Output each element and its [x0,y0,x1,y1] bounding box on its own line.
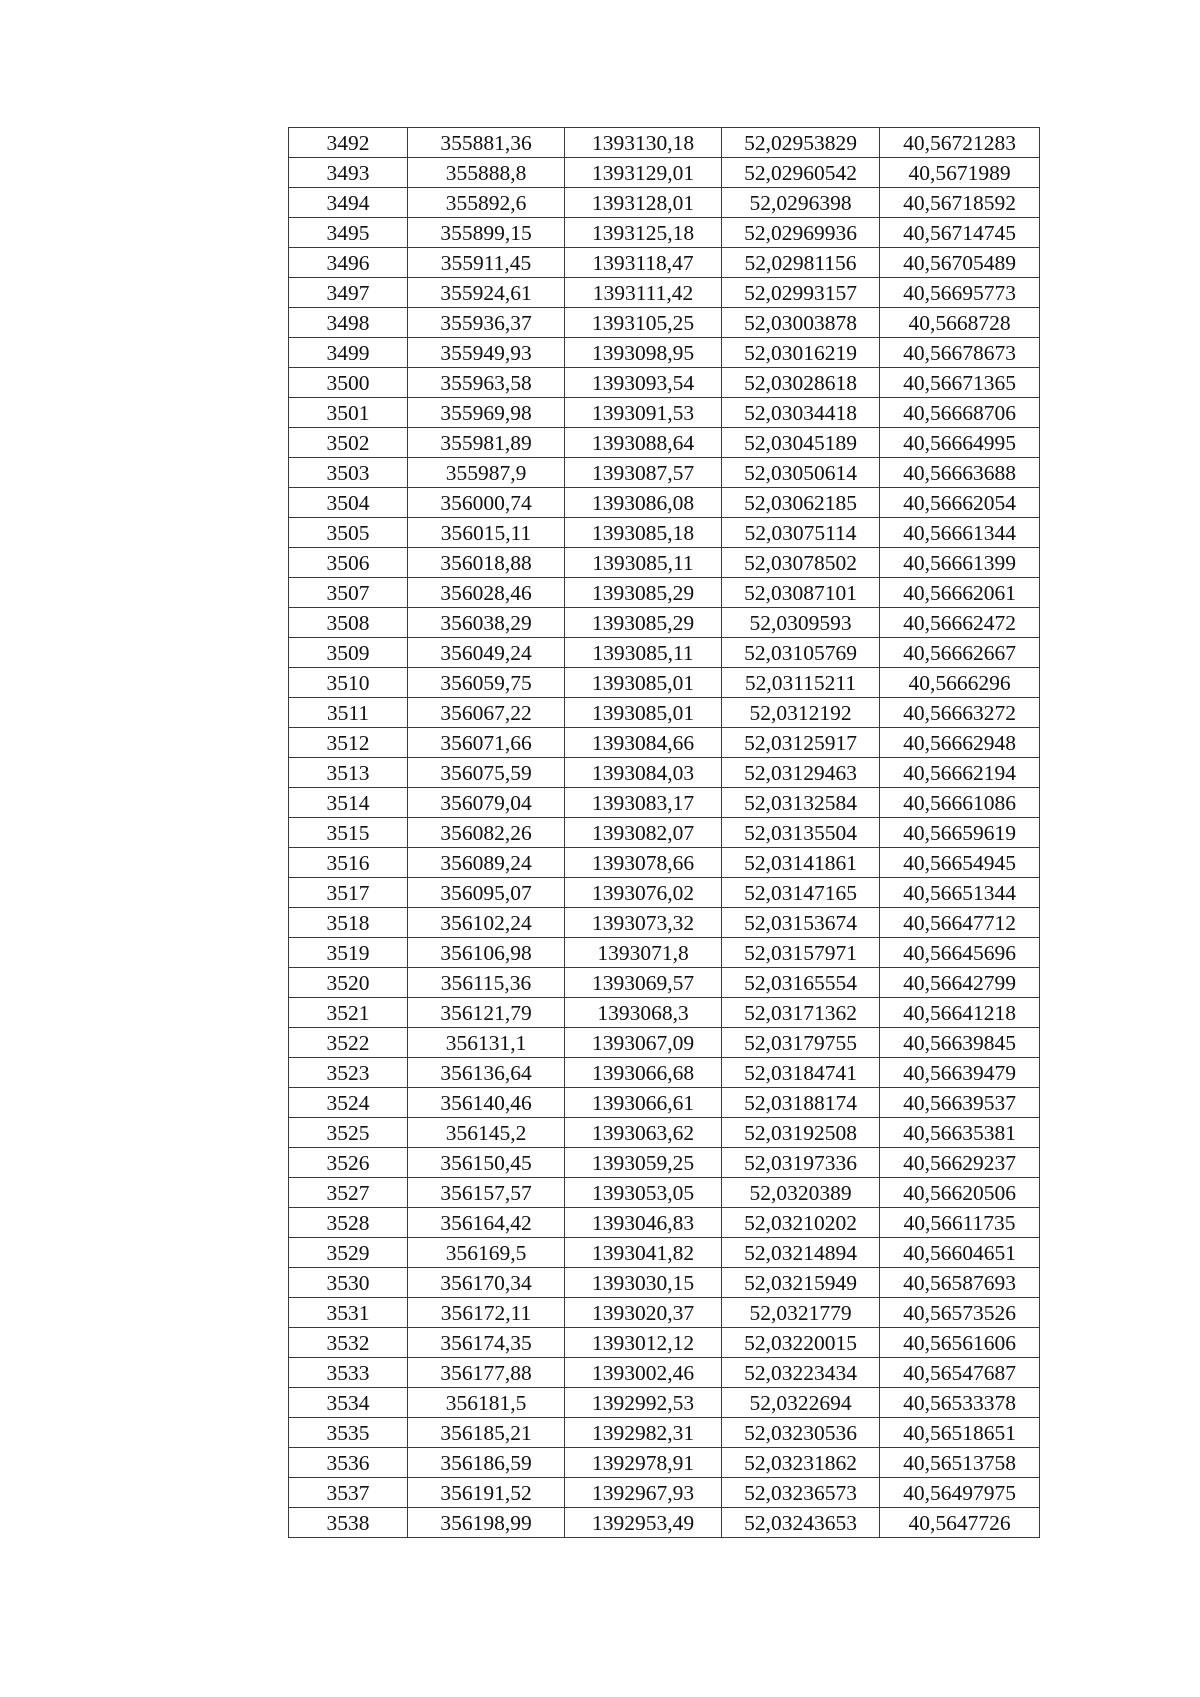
y-coordinate-cell: 1393130,18 [565,128,722,158]
point-number-cell: 3522 [289,1028,408,1058]
y-coordinate-cell: 1392978,91 [565,1448,722,1478]
point-number-cell: 3493 [289,158,408,188]
x-coordinate-cell: 356181,5 [408,1388,565,1418]
longitude-cell: 40,56513758 [880,1448,1040,1478]
x-coordinate-cell: 356089,24 [408,848,565,878]
y-coordinate-cell: 1393129,01 [565,158,722,188]
y-coordinate-cell: 1393085,11 [565,548,722,578]
y-coordinate-cell: 1392992,53 [565,1388,722,1418]
latitude-cell: 52,03188174 [722,1088,880,1118]
table-row [289,938,1040,968]
table-row [289,908,1040,938]
latitude-cell: 52,03045189 [722,428,880,458]
x-coordinate-cell: 356015,11 [408,518,565,548]
x-coordinate-cell: 356172,11 [408,1298,565,1328]
longitude-cell: 40,5647726 [880,1508,1040,1538]
point-number-cell: 3512 [289,728,408,758]
y-coordinate-cell: 1393083,17 [565,788,722,818]
x-coordinate-cell: 355888,8 [408,158,565,188]
point-number-cell: 3506 [289,548,408,578]
latitude-cell: 52,0320389 [722,1178,880,1208]
latitude-cell: 52,03236573 [722,1478,880,1508]
point-number-cell: 3495 [289,218,408,248]
x-coordinate-cell: 355963,58 [408,368,565,398]
table-row [289,1418,1040,1448]
y-coordinate-cell: 1393069,57 [565,968,722,998]
table-row [289,1238,1040,1268]
latitude-cell: 52,03230536 [722,1418,880,1448]
table-row [289,998,1040,1028]
longitude-cell: 40,56663688 [880,458,1040,488]
longitude-cell: 40,5666296 [880,668,1040,698]
x-coordinate-cell: 355949,93 [408,338,565,368]
y-coordinate-cell: 1393085,01 [565,698,722,728]
longitude-cell: 40,56620506 [880,1178,1040,1208]
longitude-cell: 40,56647712 [880,908,1040,938]
longitude-cell: 40,56714745 [880,218,1040,248]
x-coordinate-cell: 356067,22 [408,698,565,728]
latitude-cell: 52,03184741 [722,1058,880,1088]
x-coordinate-cell: 356049,24 [408,638,565,668]
y-coordinate-cell: 1393046,83 [565,1208,722,1238]
longitude-cell: 40,56718592 [880,188,1040,218]
table-row [289,218,1040,248]
x-coordinate-cell: 356198,99 [408,1508,565,1538]
table-row [289,668,1040,698]
x-coordinate-cell: 356115,36 [408,968,565,998]
latitude-cell: 52,03034418 [722,398,880,428]
y-coordinate-cell: 1393068,3 [565,998,722,1028]
x-coordinate-cell: 356079,04 [408,788,565,818]
point-number-cell: 3494 [289,188,408,218]
point-number-cell: 3526 [289,1148,408,1178]
table-row [289,578,1040,608]
point-number-cell: 3499 [289,338,408,368]
longitude-cell: 40,56661399 [880,548,1040,578]
y-coordinate-cell: 1393053,05 [565,1178,722,1208]
x-coordinate-cell: 356000,74 [408,488,565,518]
x-coordinate-cell: 355924,61 [408,278,565,308]
y-coordinate-cell: 1393073,32 [565,908,722,938]
point-number-cell: 3532 [289,1328,408,1358]
y-coordinate-cell: 1393041,82 [565,1238,722,1268]
y-coordinate-cell: 1393105,25 [565,308,722,338]
x-coordinate-cell: 356059,75 [408,668,565,698]
x-coordinate-cell: 356145,2 [408,1118,565,1148]
latitude-cell: 52,03179755 [722,1028,880,1058]
table-row [289,698,1040,728]
table-row [289,338,1040,368]
longitude-cell: 40,56705489 [880,248,1040,278]
x-coordinate-cell: 356164,42 [408,1208,565,1238]
point-number-cell: 3515 [289,818,408,848]
x-coordinate-cell: 355936,37 [408,308,565,338]
longitude-cell: 40,56661086 [880,788,1040,818]
table-row [289,1058,1040,1088]
latitude-cell: 52,0322694 [722,1388,880,1418]
point-number-cell: 3504 [289,488,408,518]
longitude-cell: 40,56662054 [880,488,1040,518]
y-coordinate-cell: 1393078,66 [565,848,722,878]
longitude-cell: 40,56611735 [880,1208,1040,1238]
latitude-cell: 52,0296398 [722,188,880,218]
latitude-cell: 52,03165554 [722,968,880,998]
y-coordinate-cell: 1393063,62 [565,1118,722,1148]
longitude-cell: 40,56695773 [880,278,1040,308]
point-number-cell: 3509 [289,638,408,668]
longitude-cell: 40,5671989 [880,158,1040,188]
latitude-cell: 52,03197336 [722,1148,880,1178]
point-number-cell: 3501 [289,398,408,428]
table-row [289,1298,1040,1328]
point-number-cell: 3502 [289,428,408,458]
point-number-cell: 3503 [289,458,408,488]
y-coordinate-cell: 1393066,61 [565,1088,722,1118]
y-coordinate-cell: 1393066,68 [565,1058,722,1088]
point-number-cell: 3505 [289,518,408,548]
latitude-cell: 52,03147165 [722,878,880,908]
point-number-cell: 3498 [289,308,408,338]
point-number-cell: 3531 [289,1298,408,1328]
table-row [289,188,1040,218]
table-row [289,1448,1040,1478]
latitude-cell: 52,03078502 [722,548,880,578]
point-number-cell: 3537 [289,1478,408,1508]
y-coordinate-cell: 1393088,64 [565,428,722,458]
longitude-cell: 40,56662472 [880,608,1040,638]
longitude-cell: 40,56662667 [880,638,1040,668]
longitude-cell: 40,56635381 [880,1118,1040,1148]
y-coordinate-cell: 1393030,15 [565,1268,722,1298]
point-number-cell: 3524 [289,1088,408,1118]
x-coordinate-cell: 355969,98 [408,398,565,428]
x-coordinate-cell: 356150,45 [408,1148,565,1178]
y-coordinate-cell: 1393002,46 [565,1358,722,1388]
latitude-cell: 52,03125917 [722,728,880,758]
latitude-cell: 52,03050614 [722,458,880,488]
latitude-cell: 52,03003878 [722,308,880,338]
table-row [289,518,1040,548]
point-number-cell: 3511 [289,698,408,728]
longitude-cell: 40,56662194 [880,758,1040,788]
latitude-cell: 52,03153674 [722,908,880,938]
table-row [289,1148,1040,1178]
table-row [289,368,1040,398]
table-row [289,428,1040,458]
table-row [289,758,1040,788]
longitude-cell: 40,56678673 [880,338,1040,368]
point-number-cell: 3514 [289,788,408,818]
longitude-cell: 40,56547687 [880,1358,1040,1388]
point-number-cell: 3533 [289,1358,408,1388]
x-coordinate-cell: 356136,64 [408,1058,565,1088]
point-number-cell: 3534 [289,1388,408,1418]
point-number-cell: 3500 [289,368,408,398]
longitude-cell: 40,56662061 [880,578,1040,608]
latitude-cell: 52,02993157 [722,278,880,308]
latitude-cell: 52,03210202 [722,1208,880,1238]
latitude-cell: 52,03075114 [722,518,880,548]
x-coordinate-cell: 356018,88 [408,548,565,578]
table-row [289,878,1040,908]
point-number-cell: 3538 [289,1508,408,1538]
table-row [289,488,1040,518]
y-coordinate-cell: 1393085,18 [565,518,722,548]
table-row [289,1478,1040,1508]
point-number-cell: 3527 [289,1178,408,1208]
x-coordinate-cell: 356157,57 [408,1178,565,1208]
point-number-cell: 3521 [289,998,408,1028]
longitude-cell: 40,56662948 [880,728,1040,758]
x-coordinate-cell: 355911,45 [408,248,565,278]
latitude-cell: 52,02953829 [722,128,880,158]
latitude-cell: 52,03223434 [722,1358,880,1388]
x-coordinate-cell: 356082,26 [408,818,565,848]
table-row [289,968,1040,998]
x-coordinate-cell: 355892,6 [408,188,565,218]
table-row [289,848,1040,878]
longitude-cell: 40,56629237 [880,1148,1040,1178]
longitude-cell: 40,56668706 [880,398,1040,428]
x-coordinate-cell: 356185,21 [408,1418,565,1448]
table-row [289,278,1040,308]
longitude-cell: 40,56659619 [880,818,1040,848]
x-coordinate-cell: 356095,07 [408,878,565,908]
longitude-cell: 40,56651344 [880,878,1040,908]
longitude-cell: 40,56533378 [880,1388,1040,1418]
longitude-cell: 40,56639537 [880,1088,1040,1118]
table-row [289,458,1040,488]
point-number-cell: 3529 [289,1238,408,1268]
table-row [289,548,1040,578]
point-number-cell: 3513 [289,758,408,788]
x-coordinate-cell: 356140,46 [408,1088,565,1118]
latitude-cell: 52,02969936 [722,218,880,248]
y-coordinate-cell: 1393125,18 [565,218,722,248]
latitude-cell: 52,03141861 [722,848,880,878]
x-coordinate-cell: 356038,29 [408,608,565,638]
longitude-cell: 40,56604651 [880,1238,1040,1268]
table-row [289,1088,1040,1118]
y-coordinate-cell: 1393012,12 [565,1328,722,1358]
x-coordinate-cell: 356071,66 [408,728,565,758]
longitude-cell: 40,56663272 [880,698,1040,728]
table-row [289,1028,1040,1058]
y-coordinate-cell: 1393086,08 [565,488,722,518]
y-coordinate-cell: 1392953,49 [565,1508,722,1538]
longitude-cell: 40,56561606 [880,1328,1040,1358]
x-coordinate-cell: 355987,9 [408,458,565,488]
y-coordinate-cell: 1393118,47 [565,248,722,278]
x-coordinate-cell: 356131,1 [408,1028,565,1058]
latitude-cell: 52,03115211 [722,668,880,698]
longitude-cell: 40,56642799 [880,968,1040,998]
x-coordinate-cell: 356169,5 [408,1238,565,1268]
y-coordinate-cell: 1393085,29 [565,578,722,608]
longitude-cell: 40,56587693 [880,1268,1040,1298]
latitude-cell: 52,0321779 [722,1298,880,1328]
x-coordinate-cell: 356121,79 [408,998,565,1028]
latitude-cell: 52,03132584 [722,788,880,818]
x-coordinate-cell: 356170,34 [408,1268,565,1298]
latitude-cell: 52,03087101 [722,578,880,608]
table-row [289,638,1040,668]
y-coordinate-cell: 1393084,66 [565,728,722,758]
x-coordinate-cell: 356177,88 [408,1358,565,1388]
latitude-cell: 52,03171362 [722,998,880,1028]
x-coordinate-cell: 356102,24 [408,908,565,938]
latitude-cell: 52,03028618 [722,368,880,398]
point-number-cell: 3496 [289,248,408,278]
latitude-cell: 52,02981156 [722,248,880,278]
point-number-cell: 3535 [289,1418,408,1448]
y-coordinate-cell: 1393085,29 [565,608,722,638]
y-coordinate-cell: 1393091,53 [565,398,722,428]
latitude-cell: 52,03157971 [722,938,880,968]
point-number-cell: 3528 [289,1208,408,1238]
table-row [289,1328,1040,1358]
y-coordinate-cell: 1393087,57 [565,458,722,488]
y-coordinate-cell: 1393071,8 [565,938,722,968]
table-row [289,1178,1040,1208]
latitude-cell: 52,03105769 [722,638,880,668]
y-coordinate-cell: 1393111,42 [565,278,722,308]
longitude-cell: 40,56671365 [880,368,1040,398]
y-coordinate-cell: 1393085,01 [565,668,722,698]
x-coordinate-cell: 356028,46 [408,578,565,608]
point-number-cell: 3519 [289,938,408,968]
point-number-cell: 3507 [289,578,408,608]
y-coordinate-cell: 1393067,09 [565,1028,722,1058]
point-number-cell: 3510 [289,668,408,698]
longitude-cell: 40,56664995 [880,428,1040,458]
point-number-cell: 3520 [289,968,408,998]
y-coordinate-cell: 1393076,02 [565,878,722,908]
latitude-cell: 52,03192508 [722,1118,880,1148]
latitude-cell: 52,03135504 [722,818,880,848]
table-row [289,818,1040,848]
point-number-cell: 3525 [289,1118,408,1148]
y-coordinate-cell: 1393059,25 [565,1148,722,1178]
point-number-cell: 3497 [289,278,408,308]
y-coordinate-cell: 1393082,07 [565,818,722,848]
x-coordinate-cell: 356191,52 [408,1478,565,1508]
x-coordinate-cell: 356174,35 [408,1328,565,1358]
longitude-cell: 40,56641218 [880,998,1040,1028]
latitude-cell: 52,03214894 [722,1238,880,1268]
latitude-cell: 52,0309593 [722,608,880,638]
x-coordinate-cell: 355899,15 [408,218,565,248]
latitude-cell: 52,03215949 [722,1268,880,1298]
longitude-cell: 40,56721283 [880,128,1040,158]
table-row [289,728,1040,758]
longitude-cell: 40,56518651 [880,1418,1040,1448]
table-row [289,608,1040,638]
y-coordinate-cell: 1393020,37 [565,1298,722,1328]
x-coordinate-cell: 356106,98 [408,938,565,968]
table-row [289,398,1040,428]
y-coordinate-cell: 1393128,01 [565,188,722,218]
table-row [289,248,1040,278]
table-row [289,1208,1040,1238]
table-row [289,1388,1040,1418]
y-coordinate-cell: 1392967,93 [565,1478,722,1508]
latitude-cell: 52,03243653 [722,1508,880,1538]
y-coordinate-cell: 1393093,54 [565,368,722,398]
latitude-cell: 52,0312192 [722,698,880,728]
x-coordinate-cell: 355981,89 [408,428,565,458]
point-number-cell: 3523 [289,1058,408,1088]
x-coordinate-cell: 355881,36 [408,128,565,158]
latitude-cell: 52,03016219 [722,338,880,368]
y-coordinate-cell: 1392982,31 [565,1418,722,1448]
x-coordinate-cell: 356186,59 [408,1448,565,1478]
point-number-cell: 3530 [289,1268,408,1298]
longitude-cell: 40,56645696 [880,938,1040,968]
latitude-cell: 52,03231862 [722,1448,880,1478]
point-number-cell: 3516 [289,848,408,878]
table-row [289,158,1040,188]
y-coordinate-cell: 1393084,03 [565,758,722,788]
point-number-cell: 3518 [289,908,408,938]
table-row [289,308,1040,338]
longitude-cell: 40,56654945 [880,848,1040,878]
longitude-cell: 40,5668728 [880,308,1040,338]
longitude-cell: 40,56497975 [880,1478,1040,1508]
coordinates-table [288,127,1040,1538]
longitude-cell: 40,56661344 [880,518,1040,548]
x-coordinate-cell: 356075,59 [408,758,565,788]
point-number-cell: 3517 [289,878,408,908]
table-row [289,1358,1040,1388]
table-row [289,128,1040,158]
table-row [289,788,1040,818]
coordinates-table-body [289,128,1040,1538]
latitude-cell: 52,03220015 [722,1328,880,1358]
y-coordinate-cell: 1393098,95 [565,338,722,368]
latitude-cell: 52,03129463 [722,758,880,788]
y-coordinate-cell: 1393085,11 [565,638,722,668]
latitude-cell: 52,03062185 [722,488,880,518]
table-row [289,1118,1040,1148]
table-row [289,1268,1040,1298]
latitude-cell: 52,02960542 [722,158,880,188]
table-row [289,1508,1040,1538]
point-number-cell: 3508 [289,608,408,638]
longitude-cell: 40,56639479 [880,1058,1040,1088]
point-number-cell: 3492 [289,128,408,158]
longitude-cell: 40,56573526 [880,1298,1040,1328]
longitude-cell: 40,56639845 [880,1028,1040,1058]
point-number-cell: 3536 [289,1448,408,1478]
